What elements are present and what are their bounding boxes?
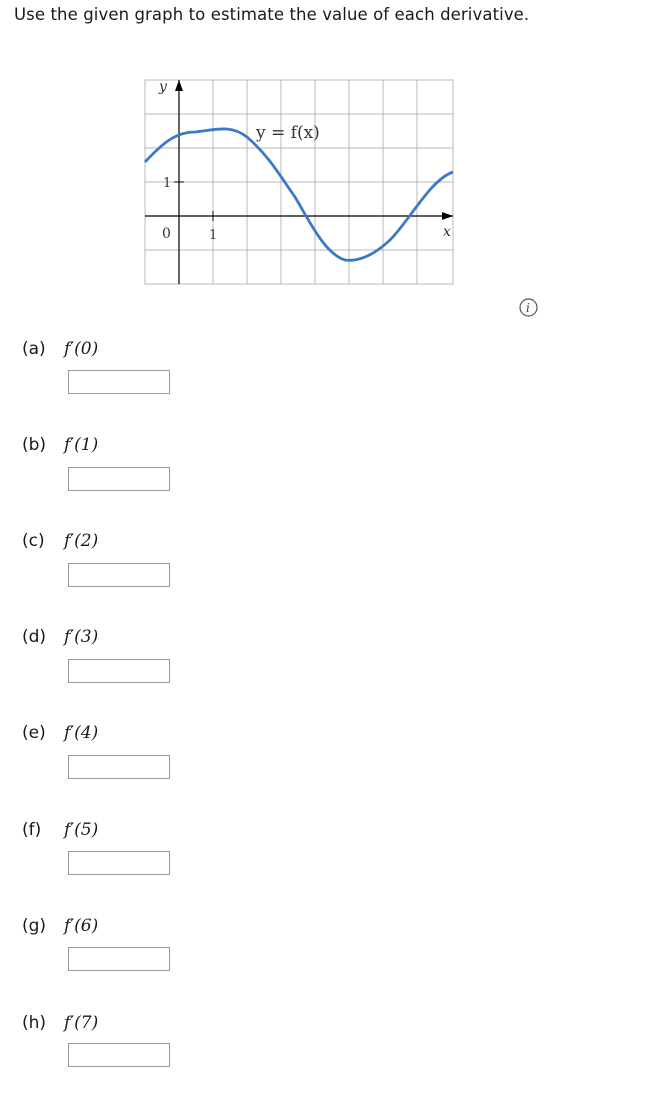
answer-input-h[interactable] (68, 1043, 170, 1067)
x-axis-label: x (443, 224, 451, 240)
part-b-letter: (b) (22, 435, 47, 455)
part-h-letter: (h) (22, 1013, 47, 1033)
answer-input-c[interactable] (68, 563, 170, 587)
answer-input-b[interactable] (68, 467, 170, 491)
answer-input-e[interactable] (68, 755, 170, 779)
curve-label: y = f(x) (256, 123, 320, 143)
y-tick-label: 1 (163, 176, 172, 191)
instruction-text: Use the given graph to estimate the value of each derivative. (14, 5, 530, 24)
part-g (22, 916, 98, 936)
part-f (22, 820, 98, 840)
part-a-expression: f′(0) (64, 339, 99, 359)
part-c (22, 531, 98, 551)
part-c-expression: f′(2) (64, 531, 99, 551)
part-b-expression: f′(1) (64, 435, 99, 455)
function-graph (140, 72, 470, 292)
part-d-expression: f′(3) (64, 627, 99, 647)
part-a-letter: (a) (22, 339, 46, 359)
answer-input-g[interactable] (68, 947, 170, 971)
part-g-expression: f′(6) (64, 916, 99, 936)
x-tick-label: 1 (209, 228, 218, 243)
part-f-expression: f′(5) (64, 820, 99, 840)
part-h (22, 1013, 98, 1033)
answer-input-d[interactable] (68, 659, 170, 683)
part-d-letter: (d) (22, 627, 47, 647)
info-icon[interactable] (519, 298, 538, 317)
part-c-letter: (c) (22, 531, 45, 551)
part-f-letter: (f) (22, 820, 42, 840)
origin-label: 0 (162, 226, 171, 242)
svg-text:i: i (526, 301, 530, 315)
part-e-expression: f′(4) (64, 723, 99, 743)
part-b (22, 435, 98, 455)
answer-input-a[interactable] (68, 370, 170, 394)
part-h-expression: f′(7) (64, 1013, 99, 1033)
part-d (22, 627, 98, 647)
answer-input-f[interactable] (68, 851, 170, 875)
part-e-letter: (e) (22, 723, 46, 743)
part-g-letter: (g) (22, 916, 47, 936)
part-e (22, 723, 98, 743)
part-a (22, 339, 98, 359)
y-axis-label: y (159, 79, 167, 95)
